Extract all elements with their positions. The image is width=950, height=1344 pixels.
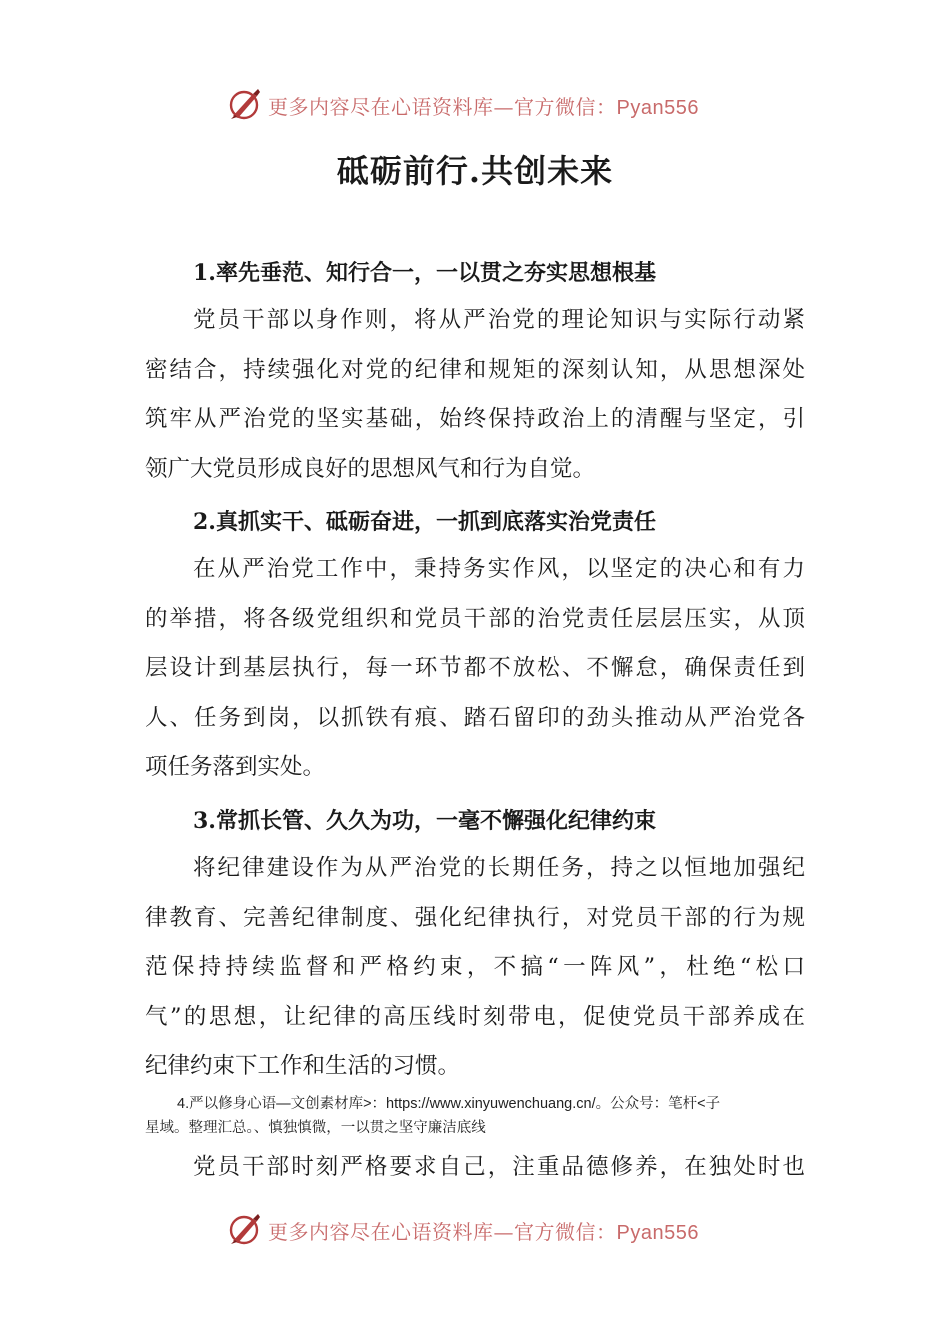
paragraph-line: 气”的思想，让纪律的高压线时刻带电，促使党员干部养成在 (145, 1003, 805, 1030)
section-4-paragraph (145, 1143, 805, 1193)
banner-text (268, 91, 699, 120)
paragraph-line: 领广大党员形成良好的思想风气和行为自觉。 (145, 455, 596, 482)
section-3-paragraph (145, 844, 805, 1092)
section-1-heading: 1.率先垂范、知行合一，一以贯之夯实思想根基 (193, 260, 656, 286)
note-line: 星域。整理汇总。、慎独慎微，一以贯之坚守廉洁底线 (145, 1120, 486, 1136)
pen-logo-icon (227, 86, 263, 122)
paragraph-line: 密结合，持续强化对党的纪律和规矩的深刻认知，从思想深处 (145, 356, 805, 383)
banner-wechat-id: Pyan556 (616, 97, 699, 119)
paragraph-line: 纪律约束下工作和生活的习惯。 (145, 1053, 461, 1080)
paragraph-line: 人、任务到岗，以抓铁有痕、踏石留印的劲头推动从严治党各 (145, 704, 805, 731)
section-2-paragraph (145, 545, 805, 793)
banner-wechat-id: Pyan556 (616, 1222, 699, 1244)
paragraph-line: 党员干部以身作则，将从严治党的理论知识与实际行动紧 (193, 307, 805, 333)
header-banner (0, 84, 950, 124)
banner-text (268, 1216, 699, 1245)
banner-label: 更多内容尽在心语资料库—官方微信： (268, 95, 617, 119)
section-3-heading: 3.常抓长管、久久为功，一毫不懈强化纪律约束 (193, 808, 656, 834)
banner-label: 更多内容尽在心语资料库—官方微信： (268, 1220, 617, 1244)
pen-logo-icon (227, 1211, 263, 1247)
section-2-heading: 2.真抓实干、砥砺奋进，一抓到底落实治党责任 (193, 509, 656, 535)
note-line: 4.严以修身心语—文创素材库>：https://www.xinyuwenchuang.cn/。公众号：笔杆<子 (177, 1096, 721, 1112)
paragraph-line: 党员干部时刻严格要求自己，注重品德修养，在独处时也 (193, 1154, 805, 1180)
paragraph-line: 在从严治党工作中，秉持务实作风，以坚定的决心和有力 (193, 556, 805, 582)
paragraph-line: 将纪律建设作为从严治党的长期任务，持之以恒地加强纪 (193, 855, 805, 881)
paragraph-line: 筑牢从严治党的坚实基础，始终保持政治上的清醒与坚定，引 (145, 406, 805, 433)
section-1-paragraph (145, 296, 805, 494)
paragraph-line: 项任务落到实处。 (145, 754, 326, 781)
footer-banner (0, 1209, 950, 1249)
paragraph-line: 层设计到基层执行，每一环节都不放松、不懈怠，确保责任到 (145, 655, 805, 682)
paragraph-line: 的举措，将各级党组织和党员干部的治党责任层层压实，从顶 (145, 605, 805, 632)
page-title: 砥砺前行.共创未来 (336, 152, 614, 190)
source-note (145, 1092, 810, 1140)
paragraph-line: 律教育、完善纪律制度、强化纪律执行，对党员干部的行为规 (145, 904, 805, 931)
paragraph-line: 范保持持续监督和严格约束，不搞“一阵风”，杜绝“松口 (145, 954, 805, 981)
